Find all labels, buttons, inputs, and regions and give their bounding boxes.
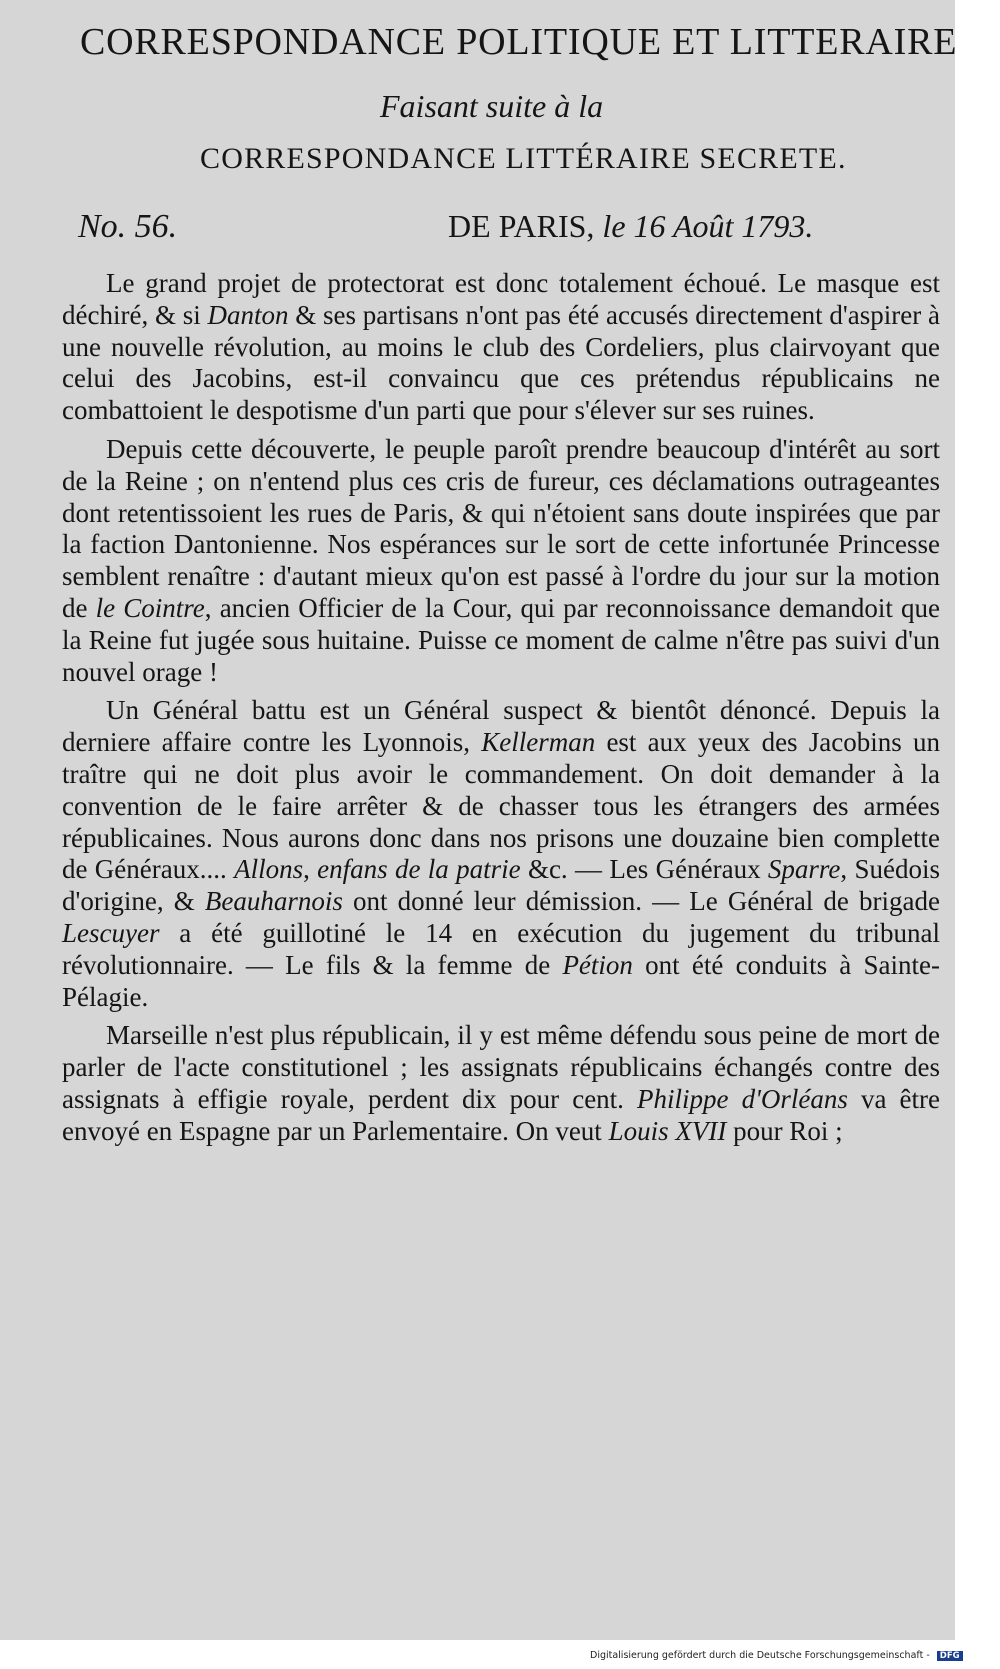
article-paragraph [62, 268, 940, 427]
text-segment: ont été conduits à Sainte-Pélagie. [62, 949, 940, 1012]
journal-subtitle: CORRESPONDANCE LITTÉRAIRE SECRETE. [200, 142, 847, 175]
italic-text-segment: Beauharnois [204, 886, 343, 917]
text-segment: pour Roi ; [726, 1115, 843, 1146]
italic-text-segment: Sparre [767, 854, 841, 885]
dateline [448, 208, 813, 245]
italic-text-segment: Allons [234, 854, 304, 885]
issue-number: No. 56. [78, 208, 178, 245]
italic-text-segment: Louis XVII [608, 1115, 727, 1146]
text-segment: va être envoyé en Espagne par un Parlementaire. On veut [62, 1083, 940, 1146]
text-segment: a été guillotiné le 14 en exécution du jugement du tribunal révolutionnaire. — Le fils & la femme de [62, 917, 940, 980]
dateline-place: DE PARIS, [448, 208, 595, 244]
text-segment: Le grand projet de protectorat est donc totalement échoué. Le masque est déchiré, & si [62, 268, 940, 330]
text-segment: Un Général battu est un Général suspect & bientôt dénoncé. Depuis la derniere affaire contre les Lyonnois, [62, 695, 940, 758]
text-segment: Marseille n'est plus républicain, il y est même défendu sous peine de mort de parler de l'acte constitutionel ; les assignats républicains échangés contre des assignats à effigie royale, perdent dix pour cent. [62, 1020, 940, 1114]
dateline-date: le 16 Août 1793. [602, 208, 814, 244]
article-paragraph [62, 434, 940, 688]
italic-text-segment: enfans de la patrie [317, 854, 521, 885]
italic-text-segment: Pétion [562, 949, 633, 980]
article-paragraph [62, 1020, 940, 1147]
digitization-credit [590, 1650, 963, 1661]
italic-text-segment: Philippe d'Orléans [637, 1083, 848, 1114]
text-segment: & ses partisans n'ont pas été accusés directement d'aspirer à une nouvelle révolution, au moins le club des Cordeliers, plus clairvoyant que celui des Jacobins, est-il convaincu que ces prétendus républicains ne combattoient le despotisme d'un parti que pour s'élever sur ses ruines. [62, 299, 940, 426]
italic-text-segment: le Cointre [95, 592, 205, 623]
text-segment: Depuis cette découverte, le peuple paroît prendre beaucoup d'intérêt au sort de la Reine ; on n'entend plus ces cris de fureur, ces déclamations outrageantes dont retentissoient les rues de Paris, & qui n'étoient sans doute inspirées que par la faction Dantonienne. Nos espérances sur le sort de cette infortunée Princesse semblent renaître : d'autant mieux qu'on est passé à l'ordre du jour sur la motion de [62, 433, 940, 623]
article-paragraph [62, 695, 940, 1013]
italic-text-segment: Danton [207, 299, 289, 330]
italic-text-segment: Lescuyer [62, 917, 160, 948]
italic-text-segment: Kellerman [481, 727, 596, 758]
text-segment: , ancien Officier de la Cour, qui par reconnoissance demandoit que la Reine fut jugée sous huitaine. Puisse ce moment de calme n'être pas suivi d'un nouvel orage ! [62, 592, 941, 687]
journal-subtitle-italic: Faisant suite à la [380, 88, 604, 124]
credit-text: Digitalisierung gefördert durch die Deutsche Forschungsgemeinschaft - [590, 1650, 930, 1661]
article-body [62, 268, 940, 1155]
text-segment: est aux yeux des Jacobins un traître qui ne doit plus avoir le commandement. On doit demander à la convention de le faire arrêter & de chasser tous les étrangers des armées républicaines. Nous aurons donc dans nos prisons une douzaine bien complette de Généraux.... [62, 727, 941, 885]
dfg-logo: DFG [937, 1651, 963, 1661]
text-segment: , [303, 854, 318, 885]
journal-title: CORRESPONDANCE POLITIQUE ET LITTERAIRE [80, 21, 958, 63]
text-segment: , Suédois d'origine, & [62, 854, 940, 917]
text-segment: &c. — Les Généraux [520, 854, 768, 885]
text-segment: ont donné leur démission. — Le Général de brigade [342, 886, 940, 917]
page-right-margin [955, 0, 1000, 1640]
